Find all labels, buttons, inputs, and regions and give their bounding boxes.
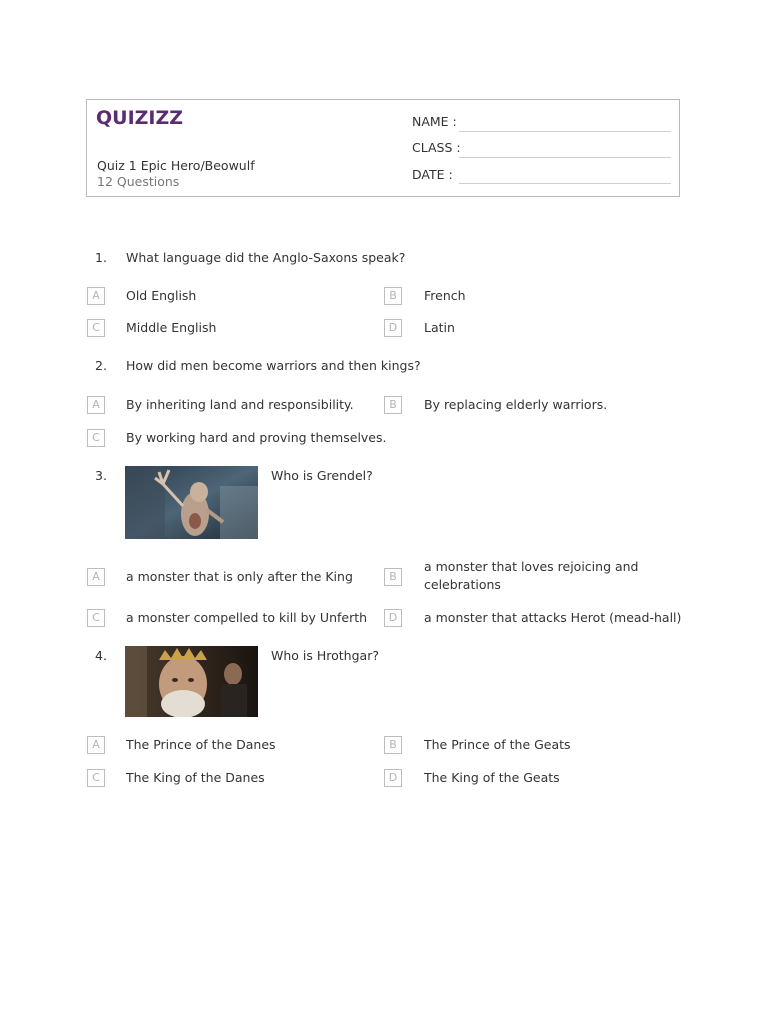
class-label: CLASS : (412, 140, 461, 155)
option-letter-d: D (384, 769, 402, 787)
option-letter-b: B (384, 396, 402, 414)
option-letter-b: B (384, 736, 402, 754)
question-4-option-d: The King of the Geats (424, 770, 560, 785)
question-count: 12 Questions (97, 174, 180, 189)
name-label: NAME : (412, 114, 457, 129)
question-1-option-c: Middle English (126, 320, 217, 335)
option-letter-b: B (384, 287, 402, 305)
option-letter-d: D (384, 319, 402, 337)
question-1-option-d: Latin (424, 320, 455, 335)
option-letter-b: B (384, 568, 402, 586)
question-2-option-b: By replacing elderly warriors. (424, 397, 608, 412)
grendel-image (125, 466, 258, 539)
question-4-option-a: The Prince of the Danes (126, 737, 276, 752)
option-letter-c: C (87, 609, 105, 627)
date-line (459, 183, 671, 184)
quiz-title: Quiz 1 Epic Hero/Beowulf (97, 158, 255, 173)
option-letter-a: A (87, 736, 105, 754)
question-2-number: 2. (95, 358, 107, 373)
option-letter-a: A (87, 287, 105, 305)
quizizz-logo: QUIZIZZ (96, 107, 184, 129)
question-3-text: Who is Grendel? (271, 468, 373, 483)
class-line (459, 157, 671, 158)
question-1-option-a: Old English (126, 288, 197, 303)
option-letter-d: D (384, 609, 402, 627)
option-letter-c: C (87, 429, 105, 447)
date-label: DATE : (412, 167, 453, 182)
question-2-text: How did men become warriors and then kings? (126, 358, 421, 373)
question-1-number: 1. (95, 250, 107, 265)
question-3-option-c: a monster compelled to kill by Unferth (126, 610, 368, 625)
option-letter-c: C (87, 319, 105, 337)
question-2-option-c: By working hard and proving themselves. (126, 430, 387, 445)
hrothgar-image (125, 646, 258, 717)
question-4-option-c: The King of the Danes (126, 770, 265, 785)
option-letter-a: A (87, 396, 105, 414)
question-4-option-b: The Prince of the Geats (424, 737, 571, 752)
question-1-option-b: French (424, 288, 466, 303)
name-line (459, 131, 671, 132)
option-letter-a: A (87, 568, 105, 586)
option-letter-c: C (87, 769, 105, 787)
question-4-number: 4. (95, 648, 107, 663)
question-3-option-a: a monster that is only after the King (126, 569, 353, 584)
question-4-text: Who is Hrothgar? (271, 648, 379, 663)
question-2-option-a: By inheriting land and responsibility. (126, 397, 354, 412)
question-1-text: What language did the Anglo-Saxons speak? (126, 250, 406, 265)
question-3-number: 3. (95, 468, 107, 483)
question-3-option-b: a monster that loves rejoicing and celebrations (424, 559, 639, 592)
question-3-option-d: a monster that attacks Herot (mead-hall) (424, 610, 682, 625)
